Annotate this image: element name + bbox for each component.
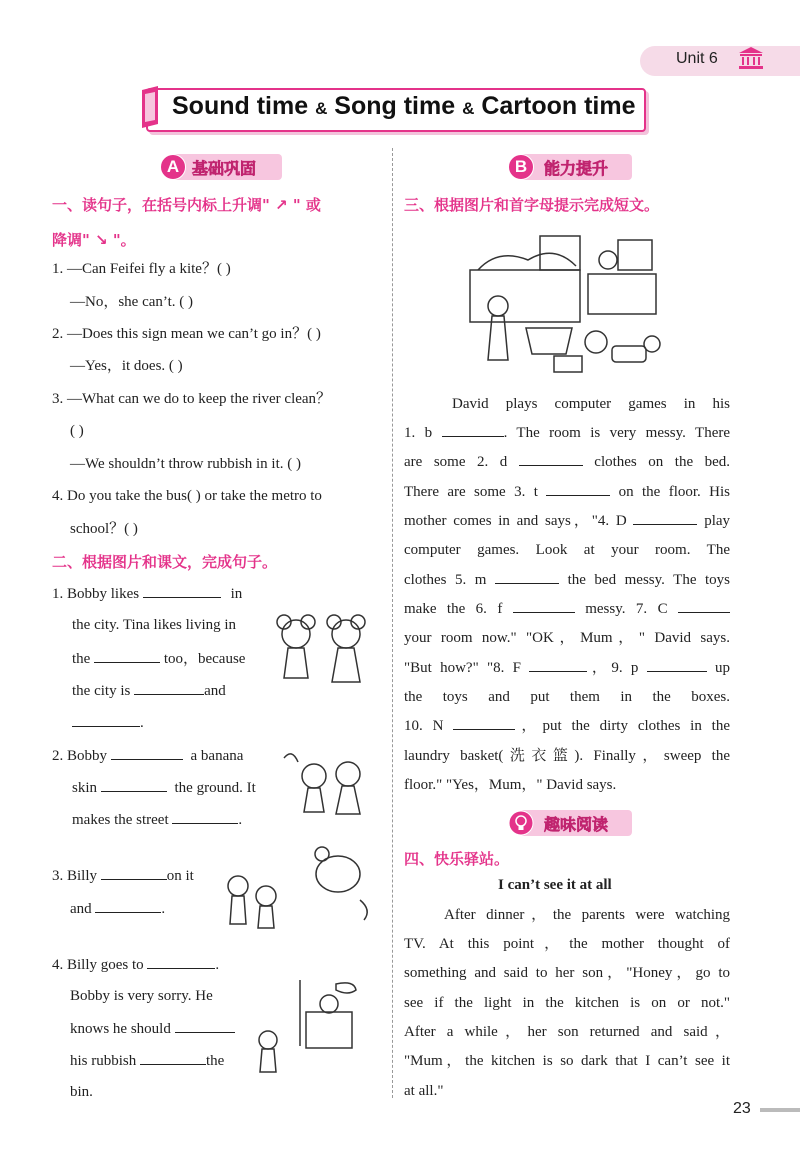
story-line: see if the light in the kitchen is on or not." bbox=[404, 995, 730, 1011]
p1-line: 3. —What can we do to keep the river clean？ bbox=[52, 391, 332, 407]
p2-q1-line5: . bbox=[72, 712, 144, 733]
p1-line: —Yes，it does. ( ) bbox=[70, 358, 183, 374]
building-icon bbox=[738, 46, 764, 70]
mice-illustration-3 bbox=[214, 840, 380, 930]
p2-q3-line2: and . bbox=[70, 898, 165, 919]
answer-blank[interactable] bbox=[143, 583, 221, 598]
p2-q1-line2: the city. Tina likes living in bbox=[72, 617, 237, 633]
p3-line: your room now." "OK，Mum，" David says. bbox=[404, 630, 730, 646]
answer-blank[interactable] bbox=[172, 809, 238, 824]
story-line: "Mum，the kitchen is so dark that I can’t see it bbox=[404, 1053, 730, 1069]
unit-tab bbox=[640, 46, 800, 76]
p2-q1-line1: 1. Bobby likes in bbox=[52, 583, 242, 604]
story-line: After a while，her son returned and said， bbox=[404, 1024, 730, 1040]
answer-blank[interactable] bbox=[442, 422, 504, 437]
part1-title: 一、读句子，在括号内标上升调" ↗ " 或 bbox=[52, 196, 321, 214]
section-b-label: 能力提升 bbox=[544, 159, 609, 178]
answer-blank[interactable] bbox=[633, 510, 697, 525]
answer-blank[interactable] bbox=[111, 745, 183, 760]
story-title: I can’t see it at all bbox=[498, 877, 612, 893]
answer-blank[interactable] bbox=[495, 569, 559, 584]
part3-title: 三、根据图片和首字母提示完成短文。 bbox=[404, 196, 660, 214]
mice-illustration-4 bbox=[244, 976, 380, 1076]
answer-blank[interactable] bbox=[175, 1018, 235, 1033]
p3-line: David plays computer games in his bbox=[452, 396, 730, 412]
answer-blank[interactable] bbox=[678, 598, 730, 613]
p1-line: —We shouldn’t throw rubbish in it. ( ) bbox=[70, 456, 301, 472]
answer-blank[interactable] bbox=[101, 865, 167, 880]
lightbulb-icon bbox=[508, 810, 534, 836]
story-line: at all." bbox=[404, 1083, 444, 1099]
section-c-label: 趣味阅读 bbox=[544, 815, 609, 834]
part1-title-cont: 降调" ↘ "。 bbox=[52, 231, 136, 249]
answer-blank[interactable] bbox=[147, 954, 215, 969]
p2-q2-line2: skin the ground. It bbox=[72, 777, 256, 798]
answer-blank[interactable] bbox=[647, 657, 707, 672]
p1-line: —No，she can’t. ( ) bbox=[70, 294, 194, 310]
p3-line: computer games. Look at your room. The bbox=[404, 542, 730, 558]
p3-line: floor." "Yes，Mum，" David says. bbox=[404, 777, 617, 793]
p3-line: 10. N ，put the dirty clothes in the bbox=[404, 712, 730, 741]
p2-q4-line2: Bobby is very sorry. He bbox=[70, 988, 213, 1004]
answer-blank[interactable] bbox=[72, 712, 140, 727]
answer-blank[interactable] bbox=[134, 680, 204, 695]
answer-blank[interactable] bbox=[513, 598, 575, 613]
part2-title: 二、根据图片和课文，完成句子。 bbox=[52, 553, 278, 571]
p3-line: clothes 5. m the bed messy. The toys bbox=[404, 566, 730, 595]
p3-line: are some 2. d clothes on the bed. bbox=[404, 448, 730, 477]
section-a-letter: A bbox=[160, 154, 186, 180]
story-line: TV. At this point，the mother thought of bbox=[404, 936, 730, 952]
page-bar bbox=[760, 1108, 800, 1112]
page-title: Sound time & Song time & Cartoon time bbox=[172, 92, 636, 120]
answer-blank[interactable] bbox=[529, 657, 587, 672]
p2-q4-line5: bin. bbox=[70, 1084, 93, 1100]
p2-q4-line3: knows he should bbox=[70, 1018, 235, 1039]
p1-line: 2. —Does this sign mean we can’t go in？( ) bbox=[52, 326, 321, 342]
answer-blank[interactable] bbox=[101, 777, 167, 792]
p3-line: laundry basket(洗衣篮). Finally，sweep the bbox=[404, 748, 730, 764]
p2-q3-line1: 3. Billy on it bbox=[52, 865, 194, 886]
answer-blank[interactable] bbox=[95, 898, 161, 913]
p2-q2-line3: makes the street . bbox=[72, 809, 242, 830]
answer-blank[interactable] bbox=[546, 481, 610, 496]
p2-q4-line4: his rubbish the bbox=[70, 1050, 224, 1071]
section-a-label: 基础巩固 bbox=[192, 159, 257, 178]
page-number: 23 bbox=[733, 1100, 751, 1117]
p2-q1-line4: the city is and bbox=[72, 680, 226, 701]
story-line: After dinner，the parents were watching bbox=[444, 907, 730, 923]
p3-line: the toys and put them in the boxes. bbox=[404, 689, 730, 705]
story-line: something and said to her son，"Honey，go to bbox=[404, 965, 730, 981]
unit-label: Unit 6 bbox=[676, 50, 718, 67]
messy-room-illustration bbox=[468, 230, 664, 376]
flag-icon bbox=[140, 86, 162, 130]
section-b-letter: B bbox=[508, 154, 534, 180]
mice-illustration-1 bbox=[268, 612, 378, 692]
p3-line: make the 6. f messy. 7. C bbox=[404, 595, 730, 624]
mice-illustration-2 bbox=[278, 748, 374, 818]
p3-line: mother comes in and says，"4. D play bbox=[404, 507, 730, 536]
p3-line: There are some 3. t on the floor. His bbox=[404, 478, 730, 507]
answer-blank[interactable] bbox=[94, 648, 160, 663]
p3-line: "But how?" "8. F ，9. p up bbox=[404, 654, 730, 683]
p2-q2-line1: 2. Bobby a banana bbox=[52, 745, 243, 766]
p1-line: school？( ) bbox=[70, 521, 138, 537]
column-divider bbox=[392, 148, 393, 1098]
p2-q4-line1: 4. Billy goes to . bbox=[52, 954, 219, 975]
p1-line: 1. —Can Feifei fly a kite？( ) bbox=[52, 261, 231, 277]
p2-q1-line3: the too，because bbox=[72, 648, 245, 669]
answer-blank[interactable] bbox=[140, 1050, 206, 1065]
p1-line: 4. Do you take the bus( ) or take the metro to bbox=[52, 488, 322, 504]
answer-blank[interactable] bbox=[519, 451, 583, 466]
part4-title: 四、快乐驿站。 bbox=[404, 850, 510, 868]
answer-blank[interactable] bbox=[453, 715, 515, 730]
p3-line: 1. b . The room is very messy. There bbox=[404, 419, 730, 448]
p1-line: ( ) bbox=[70, 423, 84, 439]
